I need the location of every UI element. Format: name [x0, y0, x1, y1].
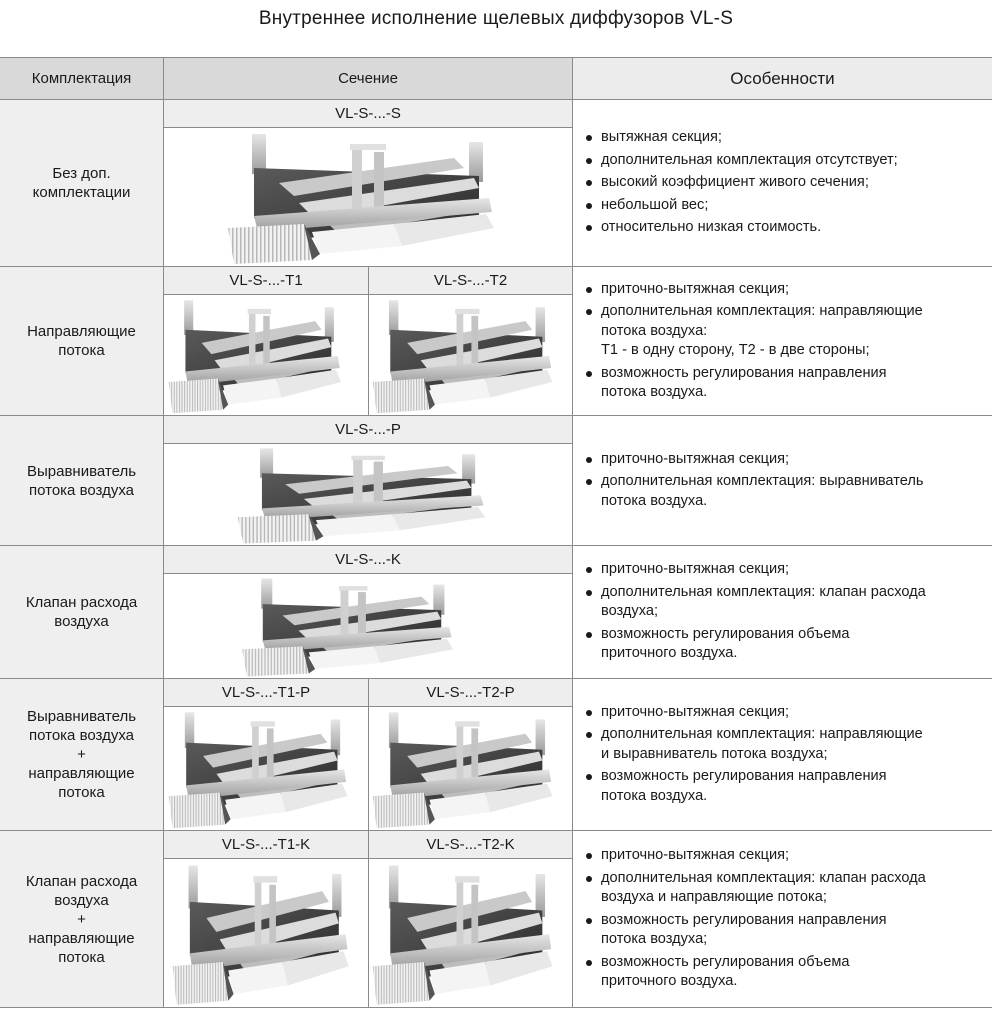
feature-item: относительно низкая стоимость. — [583, 218, 898, 238]
comparison-table — [0, 57, 992, 1008]
feature-item: приточно-вытяжная секция; — [583, 280, 923, 300]
feature-item: возможность регулирования направления потока воздуха; — [583, 911, 926, 950]
features-cell — [573, 100, 992, 266]
row-label: Выравниватель потока воздуха — [0, 416, 164, 545]
feature-item: высокий коэффициент живого сечения; — [583, 173, 898, 193]
feature-item: приточно-вытяжная секция; — [583, 560, 926, 580]
feature-item: приточно-вытяжная секция; — [583, 846, 926, 866]
table-row — [0, 831, 992, 1007]
section-code: VL-S-...-T1-P — [164, 679, 368, 707]
table-row — [0, 267, 992, 416]
diffuser-section-image — [166, 707, 361, 830]
section-code: VL-S-...-T1-K — [164, 831, 368, 859]
feature-item: дополнительная комплектация: клапан расхода воздуха и направляющие потока; — [583, 869, 926, 908]
section-cell — [164, 831, 573, 1007]
section-code: VL-S-...-P — [164, 416, 572, 444]
header-features: Особенности — [573, 58, 992, 100]
section-code: VL-S-...-S — [164, 100, 572, 128]
table-row — [0, 100, 992, 267]
section-code: VL-S-...-T2-P — [369, 679, 572, 707]
feature-item: возможность регулирования объема приточного воздуха. — [583, 625, 926, 664]
section-code: VL-S-...-T2-K — [369, 831, 572, 859]
diffuser-section-image — [239, 574, 469, 678]
diffuser-section-image — [370, 295, 566, 415]
feature-item: небольшой вес; — [583, 196, 898, 216]
row-label: Клапан расхода воздуха — [0, 546, 164, 678]
section-cell — [164, 546, 573, 678]
feature-item: возможность регулирования направления потока воздуха. — [583, 364, 923, 403]
row-label: Без доп. комплектации — [0, 100, 164, 266]
feature-item: дополнительная комплектация: клапан расхода воздуха; — [583, 583, 926, 622]
features-cell — [573, 267, 992, 415]
section-code: VL-S-...-K — [164, 546, 572, 574]
diffuser-section-image — [224, 128, 514, 266]
header-equipment: Комплектация — [0, 58, 164, 100]
feature-item: дополнительная комплектация: выравниватель потока воздуха. — [583, 472, 924, 511]
features-cell — [573, 416, 992, 545]
table-row — [0, 546, 992, 679]
diffuser-section-image — [234, 444, 504, 545]
section-cell — [164, 679, 573, 830]
row-label: Направляющие потока — [0, 267, 164, 415]
diffuser-section-image — [166, 295, 354, 415]
table-row — [0, 679, 992, 831]
page-title: Внутреннее исполнение щелевых диффузоров VL-S — [258, 8, 734, 29]
feature-item: дополнительная комплектация: направляющие и выравниватель потока воздуха; — [583, 725, 923, 764]
row-label: Выравниватель потока воздуха + направляющие потока — [0, 679, 164, 830]
features-cell — [573, 679, 992, 830]
features-cell — [573, 546, 992, 678]
feature-item: возможность регулирования объема приточного воздуха. — [583, 953, 926, 992]
feature-item: приточно-вытяжная секция; — [583, 450, 924, 470]
section-cell — [164, 267, 573, 415]
feature-item: приточно-вытяжная секция; — [583, 703, 923, 723]
feature-item: дополнительная комплектация отсутствует; — [583, 151, 898, 171]
diffuser-section-image — [370, 859, 566, 1007]
section-cell — [164, 416, 573, 545]
feature-item: дополнительная комплектация: направляющие потока воздуха: Т1 - в одну сторону, Т2 - в две стороны; — [583, 302, 923, 361]
feature-item: вытяжная секция; — [583, 128, 898, 148]
diffuser-section-image — [170, 859, 362, 1007]
section-code: VL-S-...-T1 — [164, 267, 368, 295]
table-row — [0, 416, 992, 546]
features-cell — [573, 831, 992, 1007]
diffuser-section-image — [370, 707, 566, 830]
header-section: Сечение — [164, 58, 573, 100]
feature-item: возможность регулирования направления потока воздуха. — [583, 767, 923, 806]
row-label: Клапан расхода воздуха + направляющие потока — [0, 831, 164, 1007]
section-cell — [164, 100, 573, 266]
section-code: VL-S-...-T2 — [369, 267, 572, 295]
